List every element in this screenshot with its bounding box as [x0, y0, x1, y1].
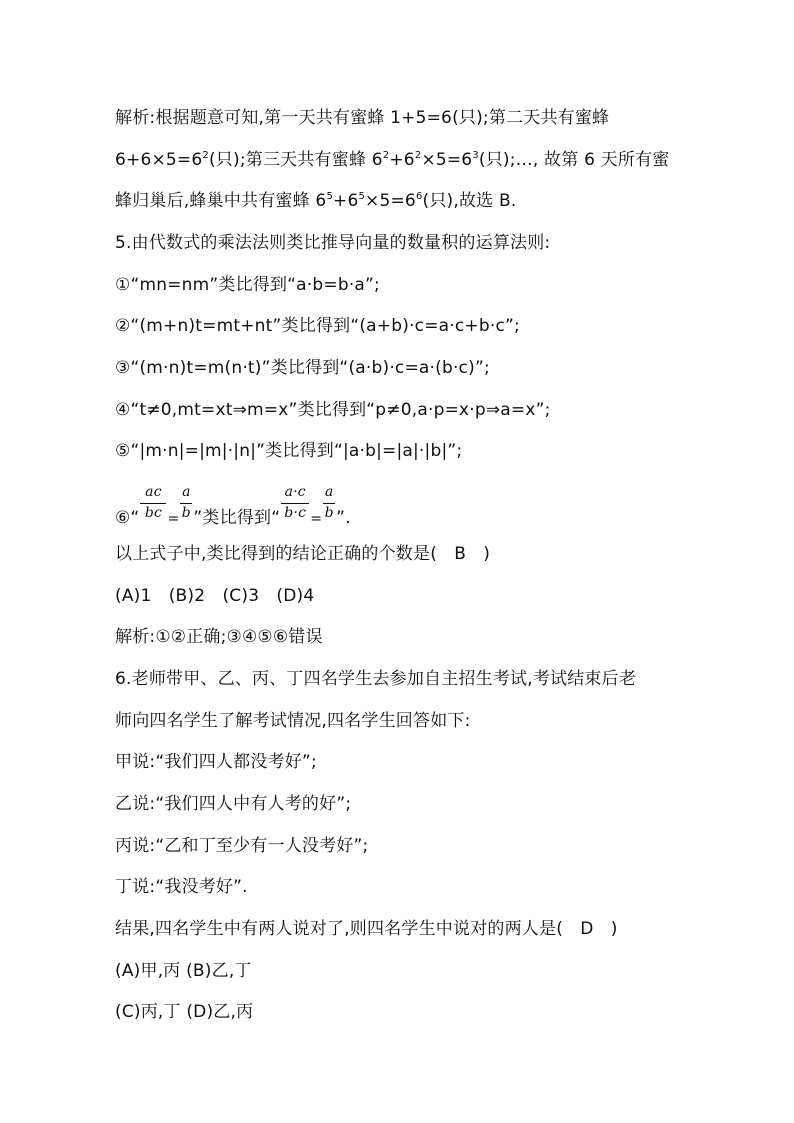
statement-jia: 甲说:“我们四人都没考好”;: [115, 752, 317, 772]
rule-4: ④“t≠0,mt=xt⇒m=x”类比得到“p≠0,a·p=x·p⇒a=x”;: [115, 400, 551, 420]
question-6-options-2: (C)丙,丁 (D)乙,丙: [115, 1002, 254, 1022]
fraction-denominator: b: [324, 505, 334, 521]
exponent: 5: [358, 191, 366, 202]
fraction-vector-ac-bc: [280, 484, 310, 523]
statement-bing: 丙说:“乙和丁至少有一人没考好”;: [115, 836, 369, 856]
question-6-options-1: (A)甲,丙 (B)乙,丁: [115, 961, 252, 981]
question-5-stem: 5.由代数式的乘法法则类比推导向量的数量积的运算法则:: [115, 233, 551, 253]
rule-3: ③“(m·n)t=m(n·t)”类比得到“(a·b)·c=a·(b·c)”;: [115, 358, 490, 378]
statement-yi: 乙说:“我们四人中有人考的好”;: [115, 794, 352, 814]
fraction-denominator: bc: [144, 505, 163, 521]
exponent: 6: [415, 191, 423, 202]
fraction-denominator: b: [181, 505, 191, 521]
text-segment: ”.: [336, 508, 351, 528]
question-6-stem-line-1: 6.老师带甲、乙、丙、丁四名学生去参加自主招生考试,考试结束后老: [115, 669, 637, 689]
fraction-a-b: [179, 484, 193, 523]
fraction-numerator: a: [182, 484, 191, 500]
fraction-denominator: b·c: [284, 505, 307, 521]
text-segment: +6: [333, 191, 359, 211]
rule-2: ②“(m+n)t=mt+nt”类比得到“(a+b)·c=a·c+b·c”;: [115, 316, 520, 336]
equals-sign: =: [310, 511, 323, 527]
question-6-stem-line-2: 师向四名学生了解考试情况,四名学生回答如下:: [115, 711, 471, 731]
text-segment: (只);…, 故第 6 天所有蜜: [478, 150, 670, 170]
question-5-solution: 解析:①②正确;③④⑤⑥错误: [115, 627, 323, 647]
text-segment: ”类比得到“: [193, 508, 281, 528]
rule-5: ⑤“|m·n|=|m|·|n|”类比得到“|a·b|=|a|·|b|”;: [115, 441, 463, 461]
fraction-numerator: ac: [145, 484, 162, 500]
exponent: 3: [472, 150, 479, 161]
exponent: 2: [414, 150, 422, 161]
text-segment: ×5=6: [421, 150, 473, 170]
solution-line-2: [115, 150, 669, 170]
rule-6: [115, 484, 351, 529]
solution-line-1: 解析:根据题意可知,第一天共有蜜蜂 1+5=6(只);第二天共有蜜蜂: [115, 108, 610, 128]
text-segment: +6: [389, 150, 415, 170]
question-5-ask: 以上式子中,类比得到的结论正确的个数是( B ): [115, 544, 491, 564]
question-5-options: (A)1 (B)2 (C)3 (D)4: [115, 586, 315, 606]
solution-line-3: [115, 191, 516, 211]
equals-sign: =: [167, 511, 180, 527]
text-segment: ⑥“: [115, 508, 140, 528]
text-segment: 蜂归巢后,蜂巢中共有蜜蜂 6: [115, 191, 327, 211]
rule-1: ①“mn=nm”类比得到“a·b=b·a”;: [115, 275, 380, 295]
exponent: 5: [326, 191, 333, 202]
statement-ding: 丁说:“我没考好”.: [115, 877, 248, 897]
fraction-vector-a-b: [322, 484, 336, 523]
text-segment: ×5=6: [365, 191, 416, 211]
fraction-ac-bc: [139, 484, 167, 523]
fraction-numerator: a·c: [284, 484, 306, 500]
text-segment: (只),故选 B.: [422, 191, 517, 211]
text-segment: 6+6×5=6: [115, 150, 203, 170]
text-segment: (只);第三天共有蜜蜂 6: [208, 150, 383, 170]
exponent: 2: [382, 150, 390, 161]
question-6-ask: 结果,四名学生中有两人说对了,则四名学生中说对的两人是( D ): [115, 919, 618, 939]
fraction-numerator: a: [324, 484, 334, 500]
exponent: 2: [202, 150, 209, 161]
